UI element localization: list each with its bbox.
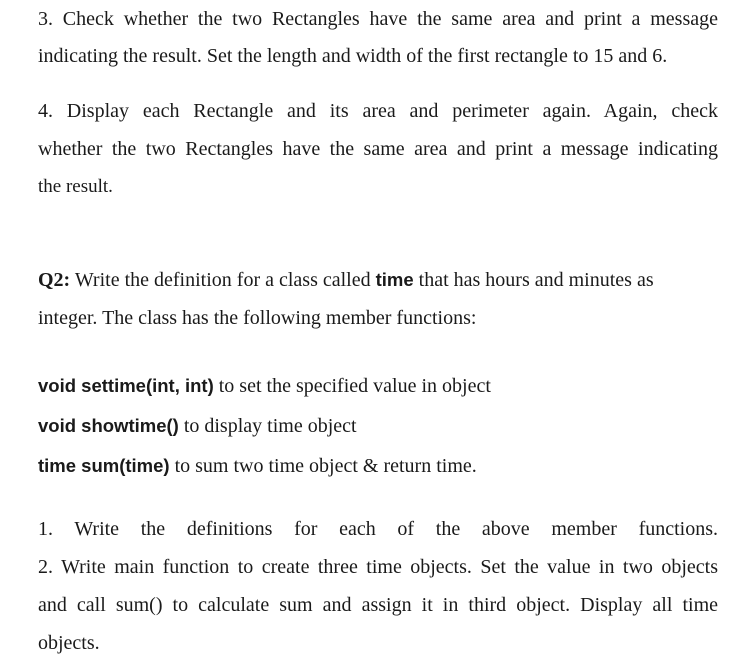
item-4-line-2: whether the two Rectangles have the same area and print a message indicating	[38, 138, 718, 160]
member-function-item	[38, 454, 718, 478]
task-line-4: objects.	[38, 632, 100, 654]
function-description: to set the specified value in object	[213, 375, 491, 397]
q2-class-name: time	[375, 269, 414, 290]
task-line-1: 1. Write the definitions for each of the above member functions.	[38, 518, 718, 540]
item-4-line-1: 4. Display each Rectangle and its area and perimeter again. Again, check	[38, 100, 718, 122]
q2-line-1	[38, 268, 718, 292]
member-function-item	[38, 374, 718, 398]
function-description: to sum two time object & return time.	[169, 455, 477, 477]
function-signature: void settime(int, int)	[38, 375, 214, 396]
q2-line-2: integer. The class has the following member functions:	[38, 307, 477, 329]
function-description: to display time object	[178, 415, 357, 437]
q2-text-a: Write the definition for a class called	[70, 269, 376, 291]
item-4-line-3: the result.	[38, 176, 113, 197]
function-signature: time sum(time)	[38, 455, 170, 476]
item-3-line-2: indicating the result. Set the length and width of the first rectangle to 15 and 6.	[38, 45, 668, 67]
task-line-3: and call sum() to calculate sum and assign it in third object. Display all time	[38, 594, 718, 616]
q2-text-b: that has hours and minutes as	[413, 269, 654, 291]
function-signature: void showtime()	[38, 415, 179, 436]
q2-label: Q2:	[38, 269, 71, 291]
task-line-2: 2. Write main function to create three time objects. Set the value in two objects	[38, 556, 718, 578]
item-3-line-1: 3. Check whether the two Rectangles have the same area and print a message	[38, 8, 718, 30]
member-function-item	[38, 414, 718, 438]
